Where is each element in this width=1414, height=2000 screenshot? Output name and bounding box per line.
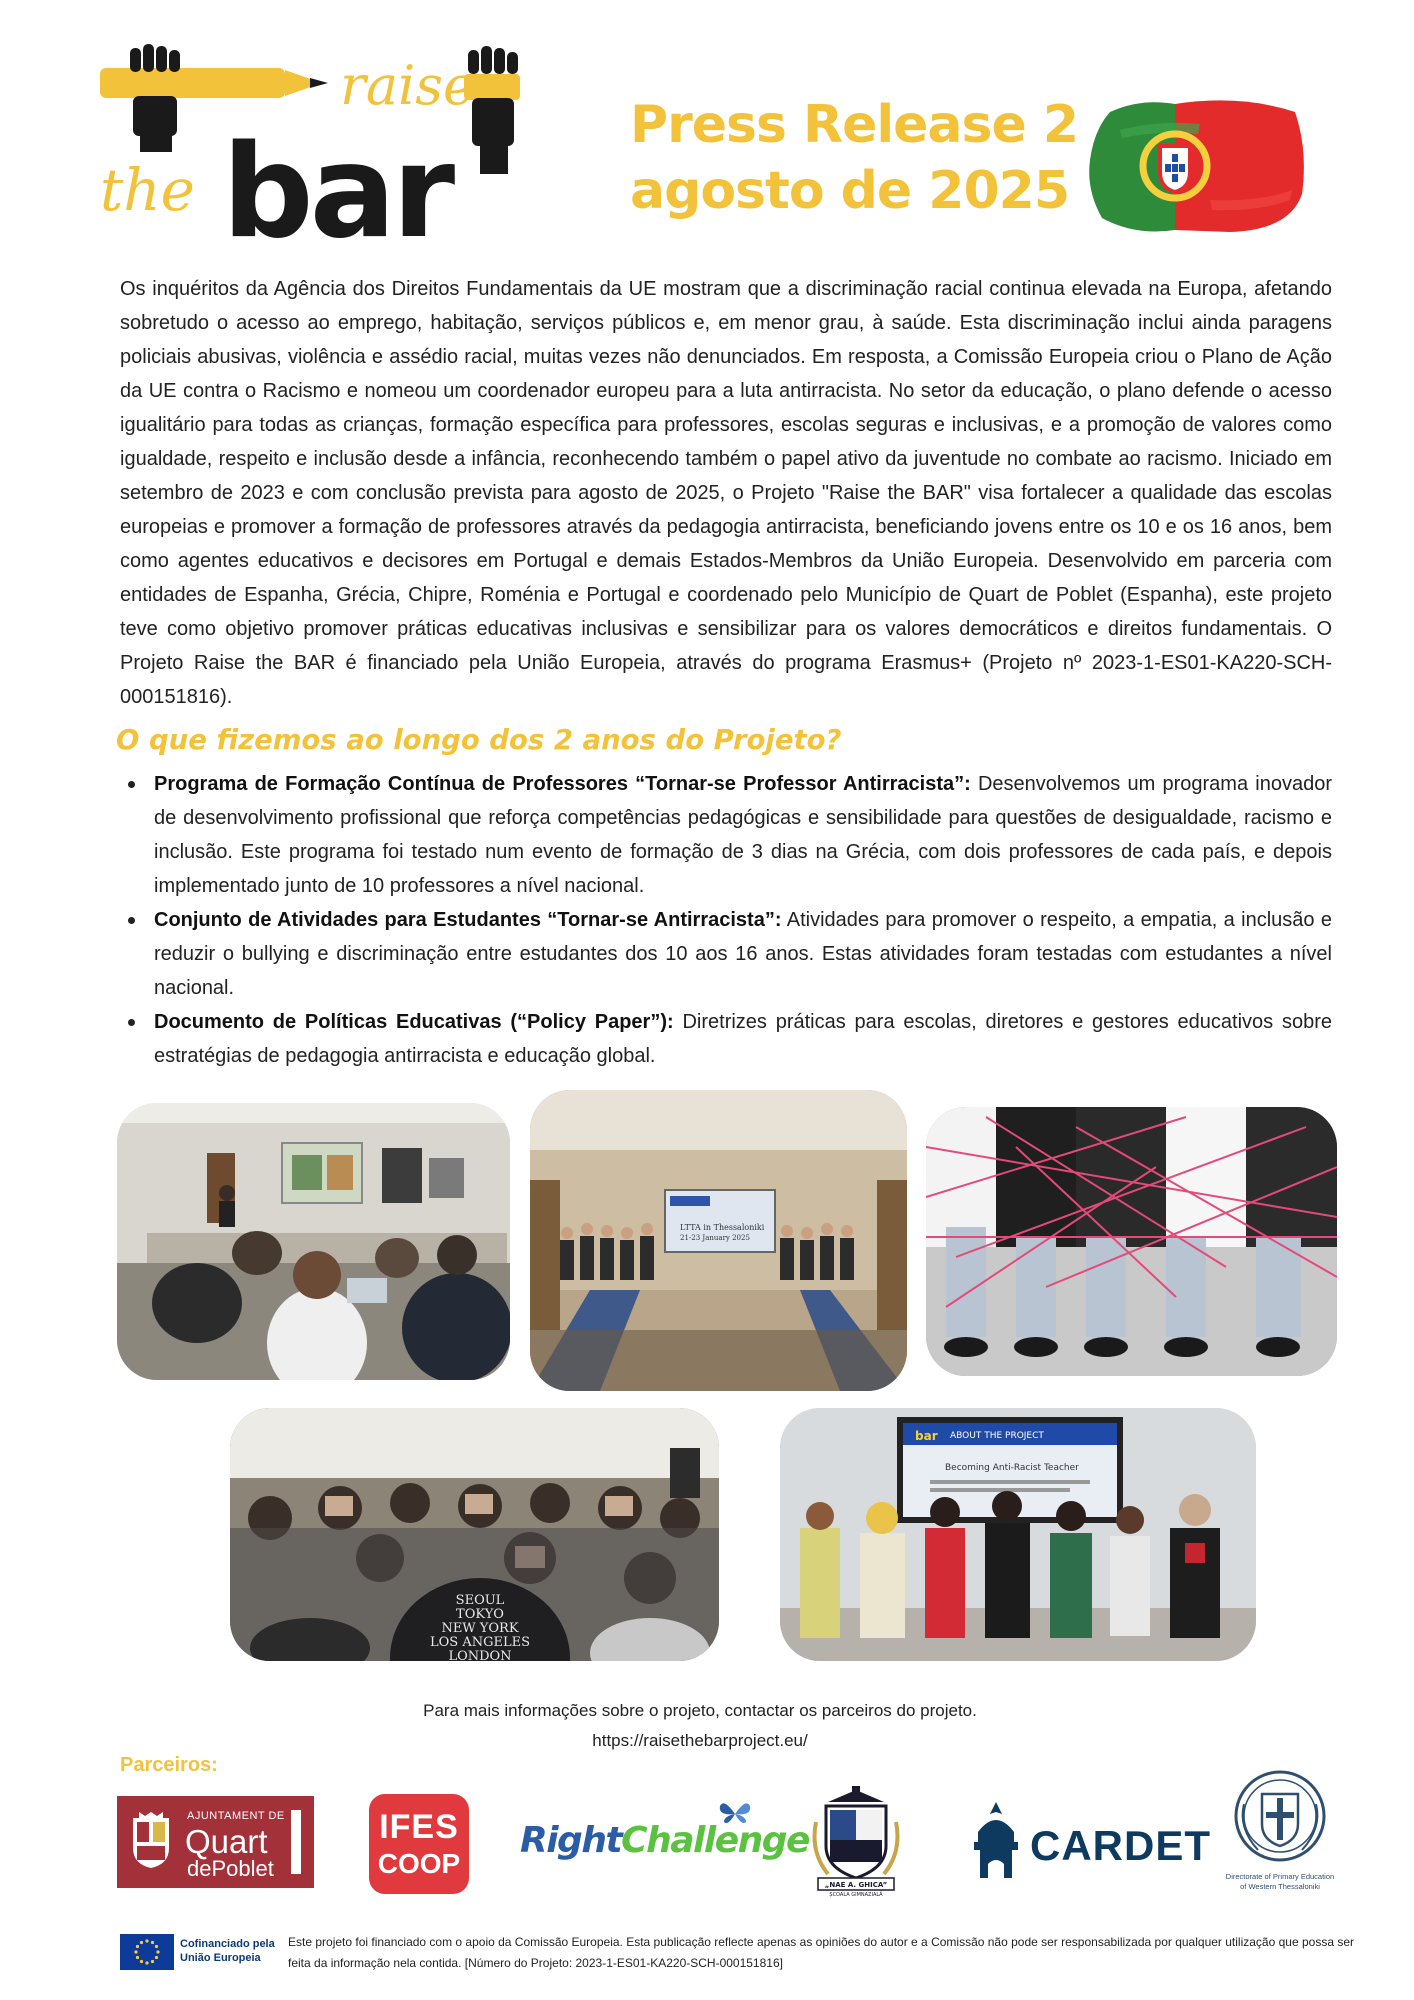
shirt-text-1: SEOUL [455,1593,505,1608]
logo-quart-de-poblet [117,1796,314,1888]
screen-line-2: 21-23 January 2025 [680,1234,750,1242]
logo-ifes-coop [369,1794,469,1894]
list-item-text: Desenvolvemos um programa inovador de desenvolvimento profissional que reforça competências pedagógicas e sensibilidade para questões de desigualdade, racismo e inclusão. Este programa foi testado num evento de formação de 3 dias na Grécia, com dois professores de cada país, e depois implementado junto de 10 professores a nível nacional. [154,773,1332,897]
raise-the-bar-logo [100,40,545,250]
photo-students-seated-room [230,1408,719,1661]
title-line-2: agosto de 2025 [630,161,1069,221]
coop-text: COOP [377,1848,461,1879]
portugal-flag-icon [1080,90,1310,240]
quart-big-text: Quart [185,1823,268,1860]
partners-label: Parceiros: [120,1754,218,1776]
eu-disclaimer: Este projeto foi financiado com o apoio da Comissão Europeia. Esta publicação reflecte apenas as opiniões do autor e a Comissão não pode ser responsabilizada por qualquer utilização que possa ser feita da informação nela contida. [Número do Projeto: 2023-1-ES01-KA220-SCH-000151816] [288,1935,1354,1970]
shirt-text-3: NEW YORK [441,1621,519,1636]
eu-line-1: Cofinanciado pela [180,1938,275,1950]
screen-subtitle: Becoming Anti-Racist Teacher [945,1463,1079,1473]
press-release-title [630,92,1079,224]
contact-info [0,1696,1400,1756]
challenge-part: Challenge [621,1820,809,1861]
eu-flag-icon [120,1934,174,1970]
shirt-text-4: LOS ANGELES [430,1635,530,1650]
logo-the-text: the [100,156,195,224]
list-item-text: Atividades para promover o respeito, a empatia, a inclusão e reduzir o bullying e discriminação entre estudantes dos 10 aos 16 anos. Estas atividades foram testadas com estudantes a nível nacional. [154,909,1332,999]
ifes-text: IFES [379,1808,459,1846]
screen-header: ABOUT THE PROJECT [950,1431,1044,1441]
list-item [124,1005,1332,1073]
section-heading: O que fizemos ao longo dos 2 anos do Projeto? [116,724,842,756]
photo-team-project-screen [780,1408,1256,1661]
project-url-link[interactable]: https://raisethebarproject.eu/ [592,1731,808,1750]
quart-bar [291,1810,301,1874]
right-part: Right [520,1820,622,1861]
screen-logo: bar [915,1429,938,1443]
photo-students-string-activity [926,1107,1337,1376]
eu-line-2: União Europeia [180,1952,261,1964]
nae-caption: „NAE A. GHICA” [824,1881,888,1889]
cardet-text: CARDET [1030,1822,1211,1869]
screen-line-1: LTTA in Thessaloniki [680,1223,765,1232]
shirt-text-2: TOKYO [456,1607,504,1622]
quart-big2-text: dePoblet [187,1856,274,1881]
list-item-title: Conjunto de Atividades para Estudantes “Tornar-se Antirracista”: [154,909,782,931]
list-item [124,903,1332,1005]
eu-cofunded-label [180,1937,275,1965]
activities-list [124,767,1332,1073]
quart-small-text: AJUNTAMENT DE [187,1810,285,1822]
logo-directorate-western-thessaloniki [1225,1768,1335,1904]
photo-classroom-presentation [117,1103,510,1380]
right-challenge-text [520,1820,809,1861]
logo-cardet [968,1792,1211,1888]
contact-line: Para mais informações sobre o projeto, contactar os parceiros do projeto. [423,1701,977,1720]
logo-right-challenge [520,1790,809,1890]
greek-caption: Directorate of Primary Education of Western Thessaloniki [1225,1872,1335,1891]
photo-group-thessaloniki [530,1090,907,1391]
list-item-title: Documento de Políticas Educativas (“Policy Paper”): [154,1011,674,1033]
shirt-text-5: LONDON [448,1649,512,1661]
list-item-text: Diretrizes práticas para escolas, diretores e gestores educativos sobre estratégias de pedagogia antirracista e educação global. [154,1011,1333,1067]
nae-subcaption: ȘCOALA GIMNAZIALĂ [829,1892,883,1898]
logo-raise-text: raise [340,54,475,117]
cardet-church-icon [968,1802,1024,1878]
logo-bar-text: bar [222,118,452,250]
logo-nae-ghica-school [808,1782,904,1898]
title-line-1: Press Release 2 [630,95,1079,155]
list-item-title: Programa de Formação Contínua de Professores “Tornar-se Professor Antirracista”: [154,773,971,795]
list-item [124,767,1332,903]
intro-paragraph: Os inquéritos da Agência dos Direitos Fundamentais da UE mostram que a discriminação racial continua elevada na Europa, afetando sobretudo o acesso ao emprego, habitação, serviços públicos e, em menor grau, à saúde. Esta discriminação inclui ainda paragens policiais abusivas, violência e assédio racial, muitas vezes não denunciados. Em resposta, a Comissão Europeia criou o Plano de Ação da UE contra o Racismo e nomeou um coordenador europeu para a luta antirracista. No setor da educação, o plano defende o acesso igualitário para todas as crianças, formação específica para professores, escolas seguras e inclusivas, e a promoção de valores como igualdade, respeito e inclusão desde a infância, reconhecendo também o papel ativo da juventude no combate ao racismo. Iniciado em setembro de 2023 e com conclusão prevista para agosto de 2025, o Projeto "Raise the BAR" visa fortalecer a qualidade das escolas europeias e promover a formação de professores através da pedagogia antirracista, beneficiando jovens entre os 10 e os 16 anos, bem como agentes educativos e decisores em Portugal e demais Estados-Membros da União Europeia. Desenvolvido em parceria com entidades de Espanha, Grécia, Chipre, Roménia e Portugal e coordenado pelo Município de Quart de Poblet (Espanha), este projeto teve como objetivo promover práticas educativas inclusivas e sensibilizar para os valores democráticos e direitos fundamentais. O Projeto Raise the BAR é financiado pela União Europeia, através do programa Erasmus+ (Projeto nº 2023-1-ES01-KA220-SCH-000151816). [120,278,1332,708]
